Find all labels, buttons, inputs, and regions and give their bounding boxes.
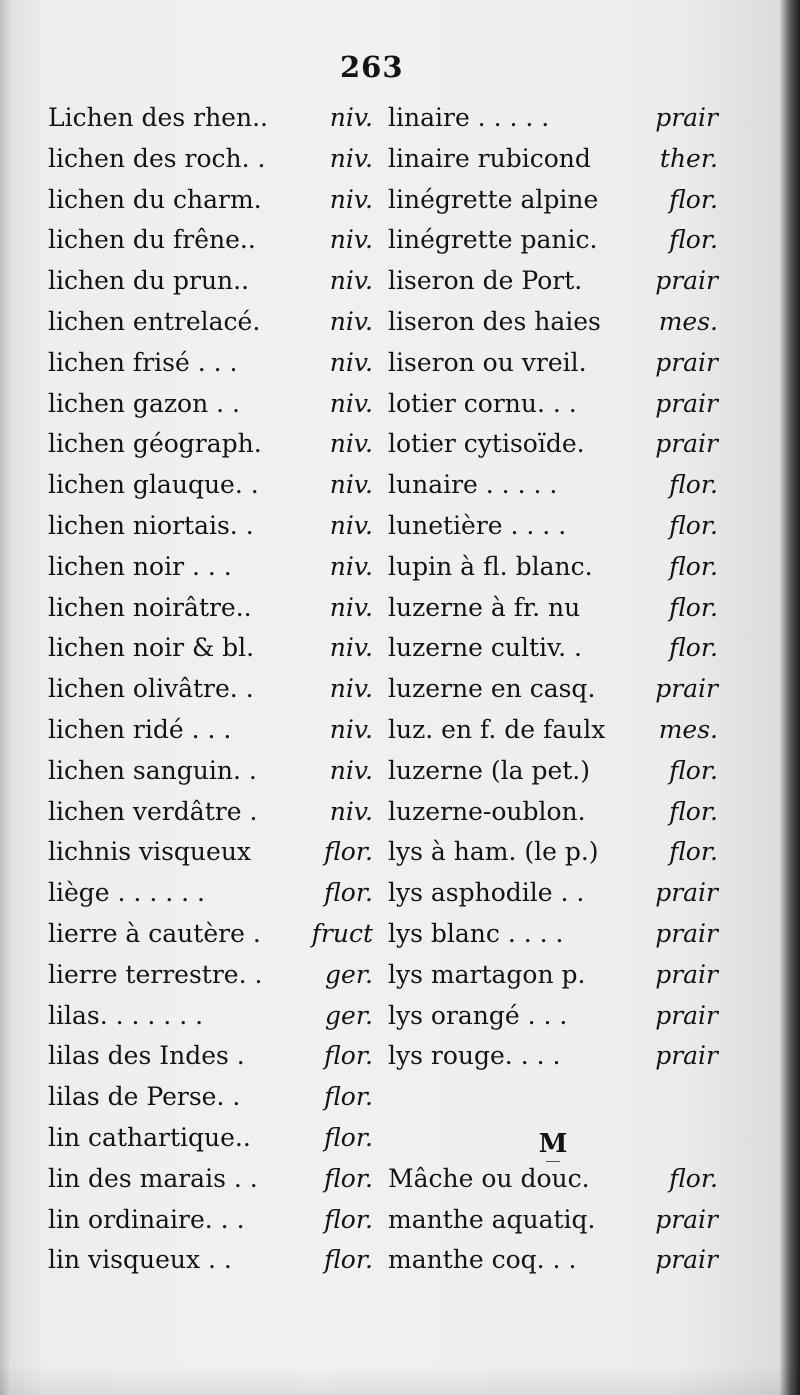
- index-entry: [388, 837, 718, 878]
- index-entry: [388, 919, 718, 960]
- entry-habitat: niv.: [329, 266, 373, 296]
- entry-habitat: mes.: [658, 714, 718, 744]
- index-entry: [388, 552, 718, 593]
- index-entry: [48, 307, 373, 348]
- entry-habitat: niv.: [329, 796, 373, 826]
- entry-term: lunaire . . . . .: [388, 470, 558, 500]
- entry-habitat: niv.: [329, 225, 373, 255]
- entry-term: lichen olivâtre. .: [48, 674, 254, 704]
- section-heading: [388, 1123, 718, 1164]
- index-entry: [48, 429, 373, 470]
- entry-term: lilas de Perse. .: [48, 1082, 241, 1112]
- section-letter: M: [538, 1128, 568, 1159]
- entry-habitat: flor.: [669, 1163, 718, 1193]
- entry-habitat: prair: [655, 1041, 718, 1071]
- entry-habitat: prair: [655, 918, 718, 948]
- entry-term: lichen sanguin. .: [48, 755, 257, 785]
- entry-habitat: flor.: [324, 837, 373, 867]
- entry-habitat: fruct: [311, 918, 373, 948]
- entry-term: lichen frisé . . .: [48, 347, 238, 377]
- entry-habitat: flor.: [669, 755, 718, 785]
- entry-term: lichen ridé . . .: [48, 714, 232, 744]
- index-entry: [48, 756, 373, 797]
- entry-term: lichen gazon . .: [48, 388, 240, 418]
- index-entry: [388, 429, 718, 470]
- entry-habitat: niv.: [329, 388, 373, 418]
- entry-term: lichen du frêne..: [48, 225, 256, 255]
- index-entry: [388, 1001, 718, 1042]
- entry-habitat: niv.: [329, 347, 373, 377]
- entry-habitat: flor.: [324, 1122, 373, 1152]
- entry-term: lys rouge. . . .: [388, 1041, 561, 1071]
- index-entry: [388, 715, 718, 756]
- index-entry: [388, 1205, 718, 1246]
- index-entry: [388, 1245, 718, 1286]
- index-entry: [388, 225, 718, 266]
- entry-term: lotier cytisoïde.: [388, 429, 585, 459]
- index-entry: [48, 960, 373, 1001]
- index-entry: [388, 348, 718, 389]
- page-edge-shadow: [778, 0, 800, 1395]
- index-entry: [388, 144, 718, 185]
- entry-term: lichen géograph.: [48, 429, 262, 459]
- left-column: [48, 103, 373, 1286]
- entry-term: lys à ham. (le p.): [388, 837, 599, 867]
- entry-term: lichnis visqueux: [48, 837, 252, 867]
- entry-habitat: ger.: [325, 1000, 373, 1030]
- entry-habitat: niv.: [329, 510, 373, 540]
- entry-habitat: flor.: [324, 1041, 373, 1071]
- index-entry: [48, 878, 373, 919]
- page-gutter: [0, 0, 12, 1395]
- entry-habitat: niv.: [329, 143, 373, 173]
- entry-term: liseron des haies: [388, 306, 601, 336]
- index-entry: [48, 1245, 373, 1286]
- entry-habitat: flor.: [324, 1204, 373, 1234]
- entry-term: lotier cornu. . .: [388, 388, 577, 418]
- index-entry: [48, 552, 373, 593]
- entry-term: lin des marais . .: [48, 1163, 258, 1193]
- entry-term: lichen entrelacé.: [48, 306, 261, 336]
- index-entry: [48, 1082, 373, 1123]
- index-entry: [48, 837, 373, 878]
- entry-term: lin ordinaire. . .: [48, 1204, 245, 1234]
- index-entry: [48, 348, 373, 389]
- index-entry: [48, 266, 373, 307]
- index-entry: [388, 960, 718, 1001]
- entry-term: luzerne-oublon.: [388, 796, 586, 826]
- section-rule: [546, 1161, 560, 1162]
- entry-term: lichen glauque. .: [48, 470, 259, 500]
- index-entry: [388, 511, 718, 552]
- entry-term: manthe aquatiq.: [388, 1204, 596, 1234]
- entry-habitat: prair: [655, 674, 718, 704]
- entry-term: lichen des roch. .: [48, 143, 266, 173]
- entry-term: manthe coq. . .: [388, 1245, 577, 1275]
- entry-habitat: niv.: [329, 184, 373, 214]
- entry-term: lierre à cautère .: [48, 918, 261, 948]
- entry-habitat: prair: [655, 266, 718, 296]
- entry-habitat: ther.: [659, 143, 718, 173]
- index-entry: [48, 715, 373, 756]
- index-entry: [48, 1001, 373, 1042]
- entry-habitat: flor.: [669, 470, 718, 500]
- page-bottom-shade: [0, 1365, 800, 1395]
- entry-term: lys blanc . . . .: [388, 918, 564, 948]
- index-entry: [388, 185, 718, 226]
- entry-term: lilas des Indes .: [48, 1041, 245, 1071]
- index-entry: [48, 470, 373, 511]
- entry-term: lichen noirâtre..: [48, 592, 252, 622]
- index-entry: [48, 674, 373, 715]
- entry-habitat: flor.: [669, 633, 718, 663]
- entry-habitat: flor.: [324, 878, 373, 908]
- entry-term: liège . . . . . .: [48, 878, 205, 908]
- index-entry: [388, 266, 718, 307]
- index-entry: [388, 1164, 718, 1205]
- entry-term: lichen niortais. .: [48, 510, 254, 540]
- entry-habitat: niv.: [329, 103, 373, 132]
- entry-term: lupin à fl. blanc.: [388, 551, 593, 581]
- entry-term: lichen noir & bl.: [48, 633, 255, 663]
- index-entry: [48, 633, 373, 674]
- entry-term: lichen du charm.: [48, 184, 262, 214]
- right-column: [388, 103, 718, 1286]
- index-entry: [48, 593, 373, 634]
- index-entry: [48, 1041, 373, 1082]
- index-entry: [388, 470, 718, 511]
- entry-habitat: niv.: [329, 429, 373, 459]
- entry-habitat: prair: [655, 1204, 718, 1234]
- entry-term: lichen verdâtre .: [48, 796, 258, 826]
- index-entry: [48, 1205, 373, 1246]
- entry-habitat: prair: [655, 878, 718, 908]
- index-entry: [48, 797, 373, 838]
- entry-habitat: niv.: [329, 470, 373, 500]
- entry-habitat: flor.: [669, 796, 718, 826]
- entry-term: linaire . . . . .: [388, 103, 550, 132]
- entry-term: lys orangé . . .: [388, 1000, 568, 1030]
- index-entry: [48, 1123, 373, 1164]
- entry-habitat: prair: [655, 429, 718, 459]
- index-entry: [48, 103, 373, 144]
- entry-habitat: flor.: [669, 592, 718, 622]
- index-entry: [388, 1041, 718, 1082]
- entry-habitat: flor.: [324, 1082, 373, 1112]
- entry-habitat: ger.: [325, 959, 373, 989]
- entry-term: lin visqueux . .: [48, 1245, 232, 1275]
- index-entry: [48, 185, 373, 226]
- entry-term: Mâche ou douc.: [388, 1163, 590, 1193]
- page-number: 263: [340, 50, 404, 84]
- entry-term: lys martagon p.: [388, 959, 586, 989]
- index-entry: [48, 225, 373, 266]
- entry-habitat: prair: [655, 959, 718, 989]
- entry-habitat: prair: [655, 103, 718, 132]
- entry-habitat: niv.: [329, 551, 373, 581]
- index-entry: [388, 756, 718, 797]
- index-entry: [48, 389, 373, 430]
- entry-term: liseron de Port.: [388, 266, 583, 296]
- entry-term: luzerne (la pet.): [388, 755, 591, 785]
- index-entry: [388, 593, 718, 634]
- section-spacer: [388, 1082, 718, 1123]
- entry-term: Lichen des rhen..: [48, 103, 268, 132]
- entry-habitat: prair: [655, 1245, 718, 1275]
- entry-term: luz. en f. de faulx: [388, 714, 606, 744]
- entry-term: lin cathartique..: [48, 1122, 251, 1152]
- entry-habitat: niv.: [329, 633, 373, 663]
- index-entry: [388, 878, 718, 919]
- entry-term: linégrette alpine: [388, 184, 599, 214]
- entry-term: luzerne cultiv. .: [388, 633, 582, 663]
- entry-term: luzerne à fr. nu: [388, 592, 581, 622]
- entry-habitat: prair: [655, 347, 718, 377]
- entry-term: lilas. . . . . . .: [48, 1000, 204, 1030]
- entry-habitat: niv.: [329, 592, 373, 622]
- entry-habitat: niv.: [329, 714, 373, 744]
- entry-habitat: flor.: [669, 510, 718, 540]
- entry-habitat: flor.: [324, 1245, 373, 1275]
- index-entry: [388, 307, 718, 348]
- entry-term: luzerne en casq.: [388, 674, 596, 704]
- entry-term: lichen noir . . .: [48, 551, 232, 581]
- entry-term: linégrette panic.: [388, 225, 598, 255]
- entry-term: lys asphodile . .: [388, 878, 585, 908]
- index-entry: [388, 674, 718, 715]
- index-entry: [48, 144, 373, 185]
- entry-habitat: prair: [655, 1000, 718, 1030]
- entry-habitat: niv.: [329, 755, 373, 785]
- entry-habitat: flor.: [669, 184, 718, 214]
- index-entry: [388, 389, 718, 430]
- index-entry: [388, 633, 718, 674]
- entry-term: lichen du prun..: [48, 266, 250, 296]
- entry-habitat: flor.: [669, 225, 718, 255]
- entry-habitat: flor.: [324, 1163, 373, 1193]
- entry-habitat: flor.: [669, 837, 718, 867]
- entry-habitat: flor.: [669, 551, 718, 581]
- index-entry: [388, 797, 718, 838]
- entry-habitat: niv.: [329, 306, 373, 336]
- entry-term: liseron ou vreil.: [388, 347, 587, 377]
- entry-habitat: prair: [655, 388, 718, 418]
- entry-term: lierre terrestre. .: [48, 959, 263, 989]
- entry-term: lunetière . . . .: [388, 510, 567, 540]
- entry-term: linaire rubicond: [388, 143, 591, 173]
- index-entry: [48, 511, 373, 552]
- index-entry: [388, 103, 718, 144]
- index-entry: [48, 919, 373, 960]
- entry-habitat: mes.: [658, 306, 718, 336]
- index-entry: [48, 1164, 373, 1205]
- entry-habitat: niv.: [329, 674, 373, 704]
